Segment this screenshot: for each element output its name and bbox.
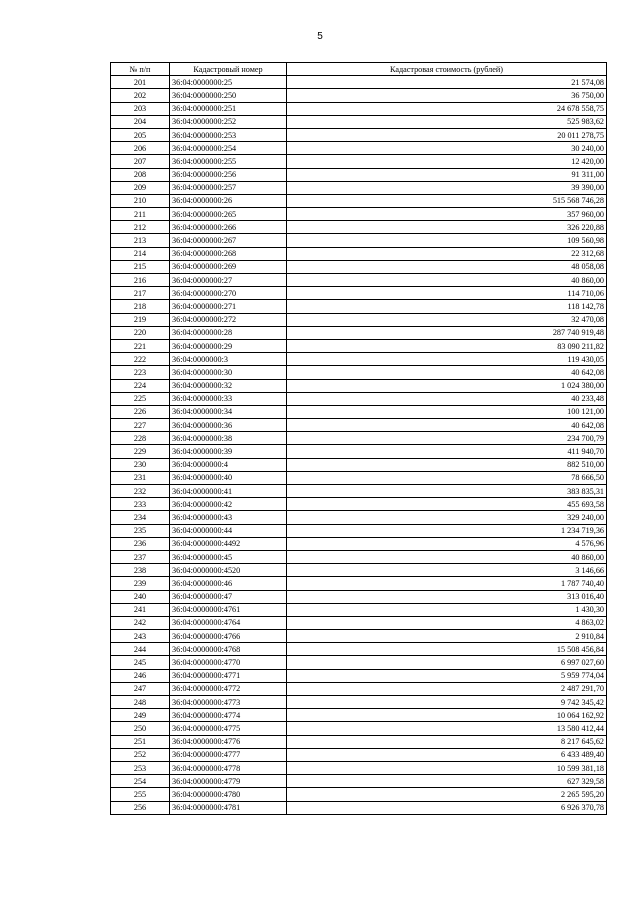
table-row: [111, 313, 607, 326]
cadastral-value-cell: 411 940,70: [287, 445, 607, 458]
row-number-cell: 250: [111, 722, 170, 735]
row-number-cell: 224: [111, 379, 170, 392]
table-row: [111, 234, 607, 247]
table-row: [111, 392, 607, 405]
cadastral-number-cell: 36:04:0000000:4775: [170, 722, 287, 735]
cadastral-value-cell: 114 710,06: [287, 287, 607, 300]
table-row: [111, 247, 607, 260]
cadastral-value-cell: 78 666,50: [287, 471, 607, 484]
table-row: [111, 550, 607, 563]
row-number-cell: 229: [111, 445, 170, 458]
table-row: [111, 709, 607, 722]
cadastral-number-cell: 36:04:0000000:4776: [170, 735, 287, 748]
row-number-cell: 213: [111, 234, 170, 247]
cadastral-number-cell: 36:04:0000000:267: [170, 234, 287, 247]
cadastral-value-cell: 2 265 595,20: [287, 788, 607, 801]
cadastral-value-cell: 40 860,00: [287, 274, 607, 287]
table-row: [111, 405, 607, 418]
cadastral-value-cell: 9 742 345,42: [287, 696, 607, 709]
cadastral-value-cell: 12 420,00: [287, 155, 607, 168]
cadastral-value-cell: 326 220,88: [287, 221, 607, 234]
cadastral-number-cell: 36:04:0000000:4773: [170, 696, 287, 709]
table-row: [111, 221, 607, 234]
table-row: [111, 260, 607, 273]
row-number-cell: 235: [111, 524, 170, 537]
cadastral-number-cell: 36:04:0000000:271: [170, 300, 287, 313]
cadastral-number-cell: 36:04:0000000:4779: [170, 775, 287, 788]
row-number-cell: 226: [111, 405, 170, 418]
cadastral-number-cell: 36:04:0000000:270: [170, 287, 287, 300]
table-body: [111, 76, 607, 815]
cadastral-number-cell: 36:04:0000000:39: [170, 445, 287, 458]
cadastral-number-cell: 36:04:0000000:254: [170, 142, 287, 155]
row-number-cell: 201: [111, 76, 170, 89]
table-row: [111, 287, 607, 300]
cadastral-number-cell: 36:04:0000000:268: [170, 247, 287, 260]
cadastral-number-cell: 36:04:0000000:269: [170, 260, 287, 273]
table-row: [111, 155, 607, 168]
row-number-cell: 242: [111, 616, 170, 629]
row-number-cell: 203: [111, 102, 170, 115]
cadastral-value-cell: 10 599 381,18: [287, 761, 607, 774]
table-row: [111, 801, 607, 814]
cadastral-number-cell: 36:04:0000000:4777: [170, 748, 287, 761]
table-row: [111, 471, 607, 484]
row-number-cell: 204: [111, 115, 170, 128]
row-number-cell: 232: [111, 485, 170, 498]
row-number-cell: 243: [111, 630, 170, 643]
cadastral-number-cell: 36:04:0000000:265: [170, 208, 287, 221]
table-row: [111, 682, 607, 695]
cadastral-number-cell: 36:04:0000000:4766: [170, 630, 287, 643]
cadastral-value-cell: 15 508 456,84: [287, 643, 607, 656]
table-row: [111, 445, 607, 458]
row-number-cell: 223: [111, 366, 170, 379]
row-number-cell: 217: [111, 287, 170, 300]
cadastral-number-cell: 36:04:0000000:43: [170, 511, 287, 524]
cadastral-value-cell: 6 997 027,60: [287, 656, 607, 669]
cadastral-value-cell: 5 959 774,04: [287, 669, 607, 682]
cadastral-number-cell: 36:04:0000000:4492: [170, 537, 287, 550]
table-row: [111, 102, 607, 115]
table-row: [111, 142, 607, 155]
table-row: [111, 590, 607, 603]
cadastral-number-cell: 36:04:0000000:4774: [170, 709, 287, 722]
row-number-cell: 244: [111, 643, 170, 656]
table-row: [111, 735, 607, 748]
cadastral-number-cell: 36:04:0000000:4771: [170, 669, 287, 682]
table-header-row: [111, 63, 607, 76]
table-row: [111, 128, 607, 141]
cadastral-value-cell: 48 058,08: [287, 260, 607, 273]
cadastral-number-cell: 36:04:0000000:29: [170, 339, 287, 352]
row-number-cell: 246: [111, 669, 170, 682]
table-row: [111, 524, 607, 537]
cadastral-value-cell: 627 329,58: [287, 775, 607, 788]
row-number-cell: 221: [111, 339, 170, 352]
cadastral-number-cell: 36:04:0000000:4770: [170, 656, 287, 669]
row-number-cell: 253: [111, 761, 170, 774]
table-row: [111, 326, 607, 339]
cadastral-number-cell: 36:04:0000000:40: [170, 471, 287, 484]
cadastral-number-cell: 36:04:0000000:4764: [170, 616, 287, 629]
cadastral-value-cell: 1 234 719,36: [287, 524, 607, 537]
row-number-cell: 241: [111, 603, 170, 616]
table-row: [111, 485, 607, 498]
row-number-cell: 225: [111, 392, 170, 405]
cadastral-value-cell: 357 960,00: [287, 208, 607, 221]
cadastral-value-cell: 383 835,31: [287, 485, 607, 498]
cadastral-number-cell: 36:04:0000000:3: [170, 353, 287, 366]
header-cadastral-number: Кадастровый номер: [170, 63, 287, 76]
cadastral-value-cell: 2 487 291,70: [287, 682, 607, 695]
cadastral-number-cell: 36:04:0000000:42: [170, 498, 287, 511]
row-number-cell: 236: [111, 537, 170, 550]
row-number-cell: 218: [111, 300, 170, 313]
row-number-cell: 228: [111, 432, 170, 445]
cadastral-number-cell: 36:04:0000000:4778: [170, 761, 287, 774]
table-row: [111, 458, 607, 471]
cadastral-value-cell: 83 090 211,82: [287, 339, 607, 352]
table-row: [111, 630, 607, 643]
row-number-cell: 210: [111, 194, 170, 207]
cadastral-value-cell: 109 560,98: [287, 234, 607, 247]
cadastral-number-cell: 36:04:0000000:32: [170, 379, 287, 392]
cadastral-value-cell: 13 580 412,44: [287, 722, 607, 735]
row-number-cell: 245: [111, 656, 170, 669]
cadastral-value-cell: 882 510,00: [287, 458, 607, 471]
cadastral-number-cell: 36:04:0000000:251: [170, 102, 287, 115]
row-number-cell: 202: [111, 89, 170, 102]
header-row-number: № п/п: [111, 63, 170, 76]
row-number-cell: 256: [111, 801, 170, 814]
cadastral-value-cell: 455 693,58: [287, 498, 607, 511]
row-number-cell: 208: [111, 168, 170, 181]
table-row: [111, 76, 607, 89]
table-row: [111, 537, 607, 550]
row-number-cell: 233: [111, 498, 170, 511]
table-row: [111, 643, 607, 656]
table-row: [111, 274, 607, 287]
row-number-cell: 206: [111, 142, 170, 155]
table-row: [111, 603, 607, 616]
table-row: [111, 696, 607, 709]
cadastral-number-cell: 36:04:0000000:25: [170, 76, 287, 89]
row-number-cell: 234: [111, 511, 170, 524]
cadastral-value-cell: 515 568 746,28: [287, 194, 607, 207]
cadastral-value-cell: 313 016,40: [287, 590, 607, 603]
table-row: [111, 379, 607, 392]
table-row: [111, 616, 607, 629]
cadastral-value-cell: 234 700,79: [287, 432, 607, 445]
row-number-cell: 209: [111, 181, 170, 194]
cadastral-value-cell: 119 430,05: [287, 353, 607, 366]
cadastral-number-cell: 36:04:0000000:44: [170, 524, 287, 537]
row-number-cell: 240: [111, 590, 170, 603]
table-row: [111, 339, 607, 352]
cadastral-number-cell: 36:04:0000000:26: [170, 194, 287, 207]
table-row: [111, 498, 607, 511]
cadastral-value-cell: 6 433 489,40: [287, 748, 607, 761]
cadastral-value-cell: 1 787 740,40: [287, 577, 607, 590]
table-row: [111, 669, 607, 682]
cadastral-value-cell: 30 240,00: [287, 142, 607, 155]
row-number-cell: 231: [111, 471, 170, 484]
row-number-cell: 207: [111, 155, 170, 168]
cadastral-number-cell: 36:04:0000000:255: [170, 155, 287, 168]
row-number-cell: 238: [111, 564, 170, 577]
row-number-cell: 251: [111, 735, 170, 748]
cadastral-value-cell: 1 024 380,00: [287, 379, 607, 392]
row-number-cell: 205: [111, 128, 170, 141]
page-number: 5: [317, 31, 323, 42]
cadastral-value-cell: 40 860,00: [287, 550, 607, 563]
cadastral-number-cell: 36:04:0000000:27: [170, 274, 287, 287]
table-row: [111, 181, 607, 194]
table-row: [111, 656, 607, 669]
row-number-cell: 252: [111, 748, 170, 761]
table-row: [111, 748, 607, 761]
cadastral-number-cell: 36:04:0000000:252: [170, 115, 287, 128]
cadastral-number-cell: 36:04:0000000:4520: [170, 564, 287, 577]
table-row: [111, 89, 607, 102]
cadastral-value-cell: 3 146,66: [287, 564, 607, 577]
table-row: [111, 788, 607, 801]
cadastral-number-cell: 36:04:0000000:256: [170, 168, 287, 181]
cadastral-number-cell: 36:04:0000000:36: [170, 419, 287, 432]
cadastral-value-table: [110, 62, 607, 815]
cadastral-value-cell: 22 312,68: [287, 247, 607, 260]
row-number-cell: 227: [111, 419, 170, 432]
cadastral-value-cell: 2 910,84: [287, 630, 607, 643]
row-number-cell: 239: [111, 577, 170, 590]
row-number-cell: 237: [111, 550, 170, 563]
table-row: [111, 511, 607, 524]
row-number-cell: 212: [111, 221, 170, 234]
cadastral-number-cell: 36:04:0000000:266: [170, 221, 287, 234]
table-row: [111, 115, 607, 128]
table-row: [111, 366, 607, 379]
cadastral-value-cell: 36 750,00: [287, 89, 607, 102]
cadastral-value-cell: 21 574,08: [287, 76, 607, 89]
row-number-cell: 249: [111, 709, 170, 722]
cadastral-value-cell: 40 642,08: [287, 366, 607, 379]
cadastral-value-cell: 39 390,00: [287, 181, 607, 194]
cadastral-number-cell: 36:04:0000000:4768: [170, 643, 287, 656]
row-number-cell: 254: [111, 775, 170, 788]
cadastral-value-cell: 20 011 278,75: [287, 128, 607, 141]
cadastral-number-cell: 36:04:0000000:34: [170, 405, 287, 418]
cadastral-value-cell: 10 064 162,92: [287, 709, 607, 722]
cadastral-value-cell: 40 642,08: [287, 419, 607, 432]
cadastral-number-cell: 36:04:0000000:45: [170, 550, 287, 563]
table-row: [111, 194, 607, 207]
cadastral-value-cell: 24 678 558,75: [287, 102, 607, 115]
table-row: [111, 564, 607, 577]
cadastral-value-cell: 118 142,78: [287, 300, 607, 313]
cadastral-number-cell: 36:04:0000000:257: [170, 181, 287, 194]
header-cadastral-value: Кадастровая стоимость (рублей): [287, 63, 607, 76]
table-row: [111, 722, 607, 735]
table-row: [111, 761, 607, 774]
table-row: [111, 775, 607, 788]
cadastral-value-cell: 1 430,30: [287, 603, 607, 616]
cadastral-value-cell: 6 926 370,78: [287, 801, 607, 814]
row-number-cell: 215: [111, 260, 170, 273]
cadastral-value-cell: 32 470,08: [287, 313, 607, 326]
table-row: [111, 419, 607, 432]
cadastral-value-cell: 525 983,62: [287, 115, 607, 128]
row-number-cell: 216: [111, 274, 170, 287]
cadastral-value-cell: 100 121,00: [287, 405, 607, 418]
row-number-cell: 222: [111, 353, 170, 366]
cadastral-number-cell: 36:04:0000000:28: [170, 326, 287, 339]
row-number-cell: 214: [111, 247, 170, 260]
cadastral-value-cell: 287 740 919,48: [287, 326, 607, 339]
cadastral-number-cell: 36:04:0000000:4761: [170, 603, 287, 616]
cadastral-number-cell: 36:04:0000000:46: [170, 577, 287, 590]
cadastral-number-cell: 36:04:0000000:272: [170, 313, 287, 326]
cadastral-value-cell: 40 233,48: [287, 392, 607, 405]
row-number-cell: 248: [111, 696, 170, 709]
table-row: [111, 432, 607, 445]
row-number-cell: 230: [111, 458, 170, 471]
row-number-cell: 247: [111, 682, 170, 695]
table-row: [111, 208, 607, 221]
row-number-cell: 255: [111, 788, 170, 801]
cadastral-number-cell: 36:04:0000000:47: [170, 590, 287, 603]
table-row: [111, 300, 607, 313]
row-number-cell: 211: [111, 208, 170, 221]
cadastral-value-cell: 4 576,96: [287, 537, 607, 550]
cadastral-number-cell: 36:04:0000000:30: [170, 366, 287, 379]
cadastral-number-cell: 36:04:0000000:253: [170, 128, 287, 141]
cadastral-number-cell: 36:04:0000000:4772: [170, 682, 287, 695]
cadastral-value-cell: 329 240,00: [287, 511, 607, 524]
cadastral-number-cell: 36:04:0000000:41: [170, 485, 287, 498]
cadastral-number-cell: 36:04:0000000:4: [170, 458, 287, 471]
cadastral-value-cell: 4 863,02: [287, 616, 607, 629]
table-row: [111, 577, 607, 590]
cadastral-number-cell: 36:04:0000000:4781: [170, 801, 287, 814]
cadastral-number-cell: 36:04:0000000:250: [170, 89, 287, 102]
table-row: [111, 353, 607, 366]
cadastral-number-cell: 36:04:0000000:4780: [170, 788, 287, 801]
table-row: [111, 168, 607, 181]
row-number-cell: 220: [111, 326, 170, 339]
cadastral-number-cell: 36:04:0000000:38: [170, 432, 287, 445]
cadastral-value-cell: 91 311,00: [287, 168, 607, 181]
row-number-cell: 219: [111, 313, 170, 326]
cadastral-number-cell: 36:04:0000000:33: [170, 392, 287, 405]
cadastral-value-cell: 8 217 645,62: [287, 735, 607, 748]
